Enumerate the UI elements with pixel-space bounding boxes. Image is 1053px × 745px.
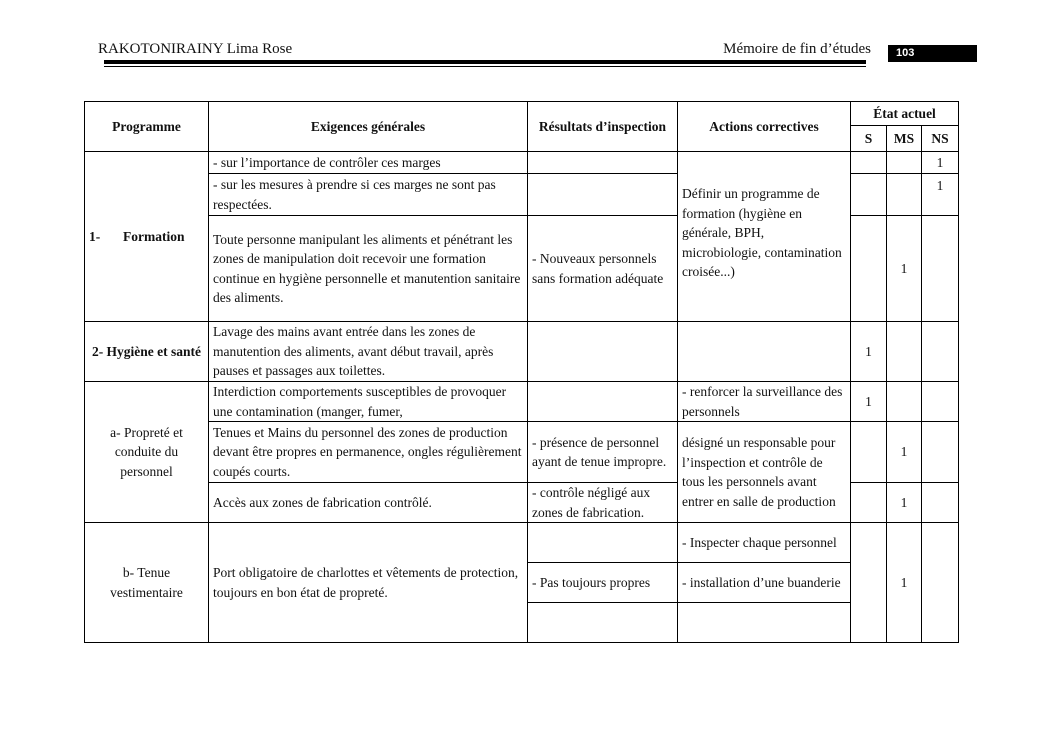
header-doc-title: Mémoire de fin d’études <box>723 41 871 57</box>
proprete-res-1 <box>528 382 678 422</box>
formation-res-2 <box>528 174 678 216</box>
proprete-s-1: 1 <box>851 382 887 422</box>
formation-s-1 <box>851 152 887 174</box>
header-rule <box>104 60 866 64</box>
hygiene-s: 1 <box>851 322 887 382</box>
tenue-ms: 1 <box>887 523 922 643</box>
hygiene-req: Lavage des mains avant entrée dans les zones de manutention des aliments, avant début travail, après pauses et passages aux toilettes. <box>209 322 528 382</box>
hygiene-action <box>678 322 851 382</box>
formation-ms-1 <box>887 152 922 174</box>
formation-req-2: - sur les mesures à prendre si ces marges ne sont pas respectées. <box>209 174 528 216</box>
proprete-res-3: - contrôle négligé aux zones de fabrication. <box>528 483 678 523</box>
proprete-req-3: Accès aux zones de fabrication contrôlé. <box>209 483 528 523</box>
proprete-s-2 <box>851 422 887 483</box>
proprete-res-2: - présence de personnel ayant de tenue impropre. <box>528 422 678 483</box>
formation-s-2 <box>851 174 887 216</box>
programme-proprete: a- Propreté et conduite du personnel <box>85 382 209 523</box>
tenue-action-1: - Inspecter chaque personnel <box>678 523 851 563</box>
proprete-ns-1 <box>922 382 959 422</box>
formation-ns-1: 1 <box>922 152 959 174</box>
col-header-ms: MS <box>887 126 922 152</box>
formation-res-1 <box>528 152 678 174</box>
hygiene-ms <box>887 322 922 382</box>
tenue-res-1 <box>528 523 678 563</box>
tenue-action-3 <box>678 603 851 643</box>
col-header-ns: NS <box>922 126 959 152</box>
hygiene-res <box>528 322 678 382</box>
formation-ms-3: 1 <box>887 216 922 322</box>
proprete-ns-3 <box>922 483 959 523</box>
formation-req-3: Toute personne manipulant les aliments et pénétrant les zones de manipulation doit recevoir une formation continue en hygiène personnelle et manutention sanitaire des aliments. <box>209 216 528 322</box>
tenue-res-3 <box>528 603 678 643</box>
formation-s-3 <box>851 216 887 322</box>
formation-ns-3 <box>922 216 959 322</box>
proprete-ns-2 <box>922 422 959 483</box>
header-author: RAKOTONIRAINY Lima Rose <box>98 41 293 57</box>
page-number: 103 <box>888 45 977 62</box>
tenue-ns <box>922 523 959 643</box>
formation-ns-2: 1 <box>922 174 959 216</box>
tenue-req: Port obligatoire de charlottes et vêtements de protection, toujours en bon état de propreté. <box>209 523 528 643</box>
formation-res-3: - Nouveaux personnels sans formation adéquate <box>528 216 678 322</box>
col-header-programme: Programme <box>85 102 209 152</box>
proprete-ms-1 <box>887 382 922 422</box>
formation-ms-2 <box>887 174 922 216</box>
header-rule-thin <box>104 66 866 67</box>
proprete-action-1: - renforcer la surveillance des personnels <box>678 382 851 422</box>
formation-action: Définir un programme de formation (hygiène en générale, BPH, microbiologie, contamination croisée...) <box>678 152 851 322</box>
inspection-table <box>84 101 959 643</box>
proprete-req-1: Interdiction comportements susceptibles de provoquer une contamination (manger, fumer, <box>209 382 528 422</box>
proprete-ms-2: 1 <box>887 422 922 483</box>
programme-hygiene: 2- Hygiène et santé <box>85 322 209 382</box>
tenue-res-2: - Pas toujours propres <box>528 563 678 603</box>
proprete-action-2: désigné un responsable pour l’inspection et contrôle de tous les personnels avant entrer en salle de production <box>678 422 851 523</box>
programme-formation: 1- Formation <box>85 152 209 322</box>
col-header-resultats: Résultats d’inspection <box>528 102 678 152</box>
proprete-req-2: Tenues et Mains du personnel des zones de production devant être propres en permanence, ongles régulièrement coupés courts. <box>209 422 528 483</box>
programme-tenue: b- Tenue vestimentaire <box>85 523 209 643</box>
proprete-s-3 <box>851 483 887 523</box>
hygiene-ns <box>922 322 959 382</box>
col-header-etat: État actuel <box>851 102 959 126</box>
col-header-s: S <box>851 126 887 152</box>
col-header-exigences: Exigences générales <box>209 102 528 152</box>
proprete-ms-3: 1 <box>887 483 922 523</box>
formation-req-1: - sur l’importance de contrôler ces marges <box>209 152 528 174</box>
tenue-action-2: - installation d’une buanderie <box>678 563 851 603</box>
tenue-s <box>851 523 887 643</box>
col-header-actions: Actions correctives <box>678 102 851 152</box>
